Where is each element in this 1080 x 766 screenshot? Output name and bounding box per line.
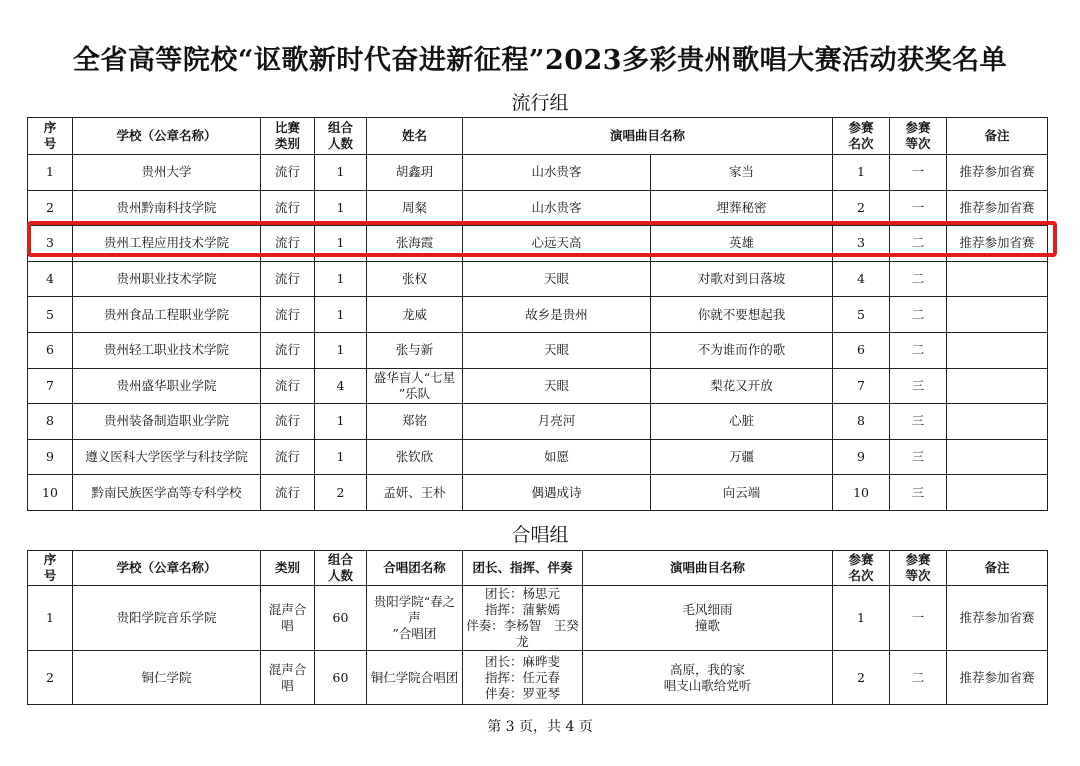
header-name: 姓名	[367, 118, 463, 155]
cell-no: 8	[28, 404, 73, 440]
header-note: 备注	[947, 551, 1048, 586]
cell-category: 流行	[261, 190, 315, 226]
header-members: 组合 人数	[315, 551, 367, 586]
table-header-row	[28, 118, 1048, 155]
table-header-row	[28, 551, 1048, 586]
cell-school: 贵州大学	[73, 155, 261, 191]
table-row	[28, 332, 1048, 368]
cell-note	[947, 368, 1048, 404]
header-order: 参赛 名次	[833, 118, 890, 155]
header-school: 学校（公章名称）	[73, 118, 261, 155]
cell-category: 流行	[261, 368, 315, 404]
cell-name: 张钦欣	[367, 439, 463, 475]
cell-members: 1	[315, 332, 367, 368]
cell-category: 流行	[261, 439, 315, 475]
cell-level: 二	[890, 297, 947, 333]
cell-name: 龙威	[367, 297, 463, 333]
cell-category: 混声合 唱	[261, 586, 315, 651]
cell-order: 5	[833, 297, 890, 333]
cell-order: 6	[833, 332, 890, 368]
cell-name: 孟妍、王朴	[367, 475, 463, 511]
choir-group-heading: 合唱组	[511, 524, 569, 546]
cell-song1: 故乡是贵州	[463, 297, 651, 333]
cell-order: 2	[833, 190, 890, 226]
cell-members: 2	[315, 475, 367, 511]
cell-no: 9	[28, 439, 73, 475]
cell-no: 3	[28, 226, 73, 262]
header-level: 参赛 等次	[890, 118, 947, 155]
cell-song1: 天眼	[463, 368, 651, 404]
cell-song1: 天眼	[463, 332, 651, 368]
cell-order: 2	[833, 651, 890, 705]
cell-song1: 如愿	[463, 439, 651, 475]
header-members: 组合 人数	[315, 118, 367, 155]
table-row	[28, 261, 1048, 297]
cell-school: 铜仁学院	[73, 651, 261, 705]
table-row	[28, 439, 1048, 475]
cell-members: 60	[315, 651, 367, 705]
table-row	[28, 155, 1048, 191]
cell-song2: 家当	[651, 155, 833, 191]
cell-order: 1	[833, 586, 890, 651]
header-choir: 合唱团名称	[367, 551, 463, 586]
cell-choir: 贵阳学院“春之声 ”合唱团	[367, 586, 463, 651]
cell-category: 流行	[261, 155, 315, 191]
cell-members: 4	[315, 368, 367, 404]
cell-members: 1	[315, 404, 367, 440]
table-row	[28, 368, 1048, 404]
cell-level: 二	[890, 261, 947, 297]
cell-category: 混声合 唱	[261, 651, 315, 705]
cell-name: 盛华盲人“七星 ”乐队	[367, 368, 463, 404]
cell-name: 张权	[367, 261, 463, 297]
cell-level: 三	[890, 475, 947, 511]
cell-level: 三	[890, 404, 947, 440]
cell-name: 周粲	[367, 190, 463, 226]
table-row	[28, 226, 1048, 262]
cell-school: 贵阳学院音乐学院	[73, 586, 261, 651]
cell-note: 推荐参加省赛	[947, 226, 1048, 262]
cell-order: 8	[833, 404, 890, 440]
cell-school: 贵州食品工程职业学院	[73, 297, 261, 333]
cell-note: 推荐参加省赛	[947, 651, 1048, 705]
cell-members: 1	[315, 297, 367, 333]
cell-no: 2	[28, 651, 73, 705]
cell-school: 遵义医科大学医学与科技学院	[73, 439, 261, 475]
cell-name: 郑铭	[367, 404, 463, 440]
cell-level: 二	[890, 332, 947, 368]
cell-members: 1	[315, 439, 367, 475]
cell-song1: 偶遇成诗	[463, 475, 651, 511]
cell-songs: 高原，我的家 唱支山歌给党听	[583, 651, 833, 705]
cell-level: 二	[890, 651, 947, 705]
cell-no: 2	[28, 190, 73, 226]
cell-members: 60	[315, 586, 367, 651]
header-no: 序 号	[28, 118, 73, 155]
cell-song1: 天眼	[463, 261, 651, 297]
cell-song1: 山水贵客	[463, 190, 651, 226]
header-school: 学校（公章名称）	[73, 551, 261, 586]
cell-category: 流行	[261, 404, 315, 440]
cell-members: 1	[315, 261, 367, 297]
cell-category: 流行	[261, 226, 315, 262]
cell-level: 三	[890, 439, 947, 475]
cell-song2: 对歌对到日落坡	[651, 261, 833, 297]
cell-song2: 梨花又开放	[651, 368, 833, 404]
cell-no: 1	[28, 155, 73, 191]
page-footer: 第 3 页，共 4 页	[487, 719, 593, 735]
cell-level: 一	[890, 586, 947, 651]
cell-note: 推荐参加省赛	[947, 586, 1048, 651]
cell-level: 二	[890, 226, 947, 262]
cell-school: 贵州工程应用技术学院	[73, 226, 261, 262]
table-row	[28, 404, 1048, 440]
cell-order: 10	[833, 475, 890, 511]
cell-song1: 月亮河	[463, 404, 651, 440]
cell-school: 贵州黔南科技学院	[73, 190, 261, 226]
header-leaders: 团长、指挥、伴奏	[463, 551, 583, 586]
cell-members: 1	[315, 190, 367, 226]
pop-group-heading: 流行组	[511, 92, 569, 114]
cell-note	[947, 332, 1048, 368]
header-songs: 演唱曲目名称	[463, 118, 833, 155]
cell-order: 4	[833, 261, 890, 297]
table-row	[28, 586, 1048, 651]
cell-category: 流行	[261, 332, 315, 368]
cell-song2: 你就不要想起我	[651, 297, 833, 333]
cell-song2: 万疆	[651, 439, 833, 475]
cell-category: 流行	[261, 297, 315, 333]
cell-leaders: 团长：麻晔斐 指挥：任元春 伴奏：罗亚琴	[463, 651, 583, 705]
cell-song2: 英雄	[651, 226, 833, 262]
cell-category: 流行	[261, 475, 315, 511]
document-title: 全省高等院校“讴歌新时代奋进新征程”2023多彩贵州歌唱大赛活动获奖名单	[72, 45, 1008, 76]
cell-songs: 毛风细雨 撞歌	[583, 586, 833, 651]
cell-level: 三	[890, 368, 947, 404]
cell-order: 9	[833, 439, 890, 475]
table-row	[28, 297, 1048, 333]
cell-members: 1	[315, 155, 367, 191]
table-row	[28, 190, 1048, 226]
header-no: 序 号	[28, 551, 73, 586]
cell-no: 6	[28, 332, 73, 368]
header-songs: 演唱曲目名称	[583, 551, 833, 586]
cell-no: 10	[28, 475, 73, 511]
cell-leaders: 团长：杨思元 指挥：蒲紫嫣 伴奏：李杨智 王癸龙	[463, 586, 583, 651]
header-level: 参赛 等次	[890, 551, 947, 586]
cell-note	[947, 297, 1048, 333]
header-note: 备注	[947, 118, 1048, 155]
table-row	[28, 475, 1048, 511]
cell-note	[947, 475, 1048, 511]
cell-no: 4	[28, 261, 73, 297]
cell-school: 贵州装备制造职业学院	[73, 404, 261, 440]
cell-note	[947, 261, 1048, 297]
cell-no: 7	[28, 368, 73, 404]
cell-order: 3	[833, 226, 890, 262]
cell-category: 流行	[261, 261, 315, 297]
cell-school: 黔南民族医学高等专科学校	[73, 475, 261, 511]
cell-no: 5	[28, 297, 73, 333]
header-category: 比赛 类别	[261, 118, 315, 155]
header-order: 参赛 名次	[833, 551, 890, 586]
cell-song2: 心脏	[651, 404, 833, 440]
cell-song1: 山水贵客	[463, 155, 651, 191]
cell-order: 1	[833, 155, 890, 191]
cell-note	[947, 439, 1048, 475]
cell-school: 贵州职业技术学院	[73, 261, 261, 297]
cell-level: 一	[890, 155, 947, 191]
cell-no: 1	[28, 586, 73, 651]
pop-group-table	[27, 117, 1048, 511]
cell-song2: 向云端	[651, 475, 833, 511]
cell-note: 推荐参加省赛	[947, 190, 1048, 226]
choir-group-table	[27, 550, 1048, 705]
header-category: 类别	[261, 551, 315, 586]
cell-level: 一	[890, 190, 947, 226]
cell-order: 7	[833, 368, 890, 404]
cell-name: 张与新	[367, 332, 463, 368]
cell-note	[947, 404, 1048, 440]
cell-song2: 埋葬秘密	[651, 190, 833, 226]
cell-name: 张海霞	[367, 226, 463, 262]
cell-note: 推荐参加省赛	[947, 155, 1048, 191]
cell-school: 贵州盛华职业学院	[73, 368, 261, 404]
cell-song2: 不为谁而作的歌	[651, 332, 833, 368]
cell-choir: 铜仁学院合唱团	[367, 651, 463, 705]
cell-song1: 心远天高	[463, 226, 651, 262]
table-row	[28, 651, 1048, 705]
cell-members: 1	[315, 226, 367, 262]
cell-school: 贵州轻工职业技术学院	[73, 332, 261, 368]
cell-name: 胡鑫玥	[367, 155, 463, 191]
